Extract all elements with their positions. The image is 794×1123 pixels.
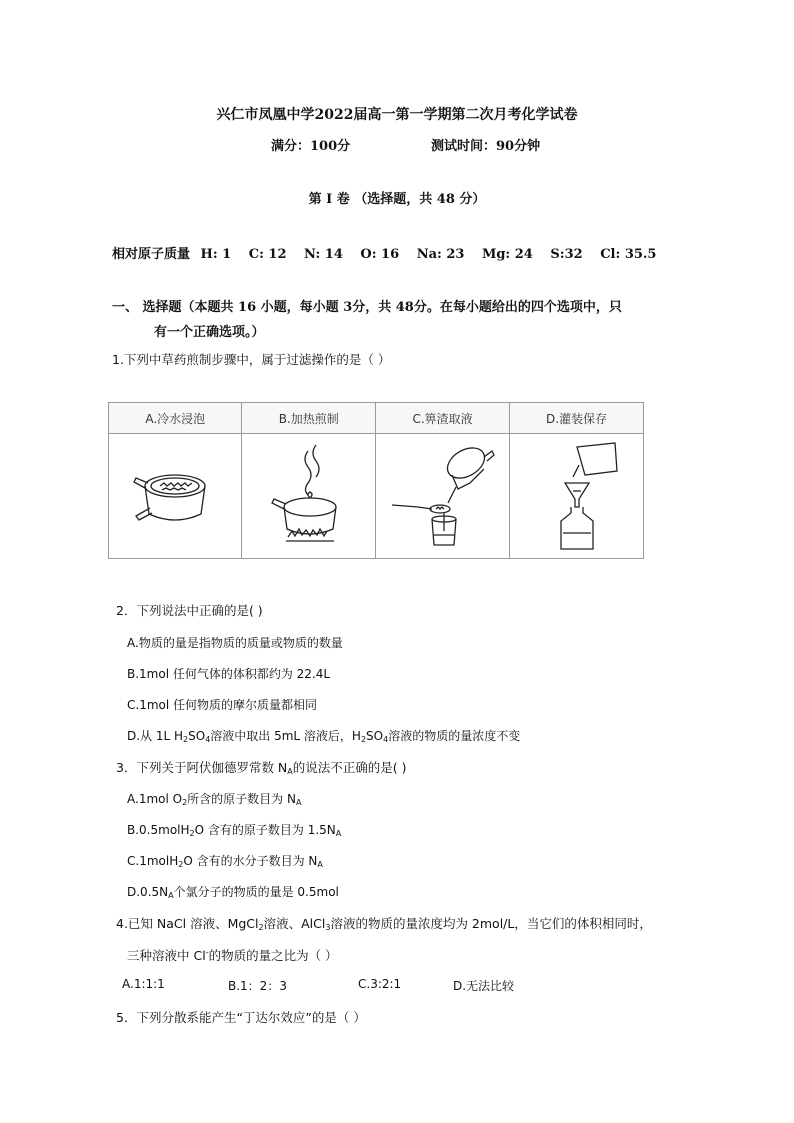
option-c-image <box>375 434 509 559</box>
full-score: 满分：100分 <box>271 139 351 154</box>
section-heading: 一、 选择题（本题共 16 小题，每小题 3分，共 48分。在每小题给出的四个选项中，只 <box>112 300 622 315</box>
q4-option-b: B.1：2：3 <box>228 979 287 993</box>
atomic-mass-item: H: 1 <box>200 247 232 262</box>
q4-option-c: C.3:2:1 <box>358 977 402 991</box>
q2-option-b: B.1mol 任何气体的体积都约为 22.4L <box>127 667 331 681</box>
question-4-stem-cont: 三种溶液中 Cl-的物质的量之比为（ ） <box>127 947 338 963</box>
option-c-header: C.箅渣取液 <box>375 403 509 434</box>
option-b-header: B.加热煎制 <box>242 403 375 434</box>
q3-option-b: B.0.5molH$_2$O 含有的原子数目为 $1.5N_A$ <box>127 823 342 838</box>
q3-option-a: A.1mol $O_2$所含的原子数目为 $N_A$ <box>127 792 302 807</box>
option-a-header: A.冷水浸泡 <box>109 403 242 434</box>
atomic-mass-item: C: 12 <box>248 247 287 262</box>
herb-steps-table <box>108 402 644 559</box>
exam-title: 兴仁市凤凰中学2022届高一第一学期第二次月考化学试卷 <box>216 107 578 123</box>
atomic-mass-item: S:32 <box>550 247 583 262</box>
atomic-mass-item: Na: 23 <box>416 247 465 262</box>
question-4-stem: 4.已知 NaCl 溶液、MgCl$_2$溶液、AlCl$_3$溶液的物质的量浓度均为 2mol/L，当它们的体积相同时， <box>116 916 652 932</box>
q4-option-a: A.1:1:1 <box>122 977 165 991</box>
pot-soaking-icon <box>130 456 220 536</box>
straining-icon <box>388 441 498 551</box>
question-3-stem: 3．下列关于阿伏伽德罗常数 $N_A$的说法不正确的是( ) <box>116 760 407 776</box>
atomic-mass-item: Mg: 24 <box>481 247 533 262</box>
test-time: 测试时间：90分钟 <box>431 139 541 154</box>
question-1-stem: 1.下列中草药煎制步骤中，属于过滤操作的是（ ） <box>112 352 391 367</box>
option-a-image <box>109 434 242 559</box>
atomic-mass-item: O: 16 <box>360 247 400 262</box>
option-d-header: D.灌装保存 <box>510 403 644 434</box>
q4-option-d: D.无法比较 <box>453 979 515 993</box>
pot-heating-icon <box>264 441 354 551</box>
atomic-mass-item: Cl: 35.5 <box>600 247 657 262</box>
q3-option-d: $D.0.5N_A$个氯分子的物质的量是 0.5mol <box>127 885 339 900</box>
bottling-icon <box>527 441 627 551</box>
part-heading: 第 I 卷 （选择题，共 48 分） <box>308 192 486 207</box>
option-d-image <box>510 434 644 559</box>
q2-option-c: C.1mol 任何物质的摩尔质量都相同 <box>127 698 318 712</box>
question-2-stem: 2．下列说法中正确的是( ) <box>116 603 263 618</box>
atomic-masses-label: 相对原子质量 <box>112 247 191 262</box>
q2-option-a: A.物质的量是指物质的质量或物质的数量 <box>127 636 343 650</box>
section-heading-cont: 有一个正确选项。） <box>154 325 265 340</box>
atomic-mass-item: N: 14 <box>304 247 343 262</box>
question-5-stem: 5．下列分散系能产生“丁达尔效应”的是（ ） <box>116 1010 366 1025</box>
option-b-image <box>242 434 375 559</box>
q3-option-c: C.1molH$_2$O 含有的水分子数目为 $N_A$ <box>127 854 323 869</box>
q2-option-d: D.从 1L $H_2SO_4$溶液中取出 5mL 溶液后，$H_2SO_4$溶液的物质的量浓度不变 <box>127 729 521 744</box>
atomic-masses <box>112 243 669 262</box>
